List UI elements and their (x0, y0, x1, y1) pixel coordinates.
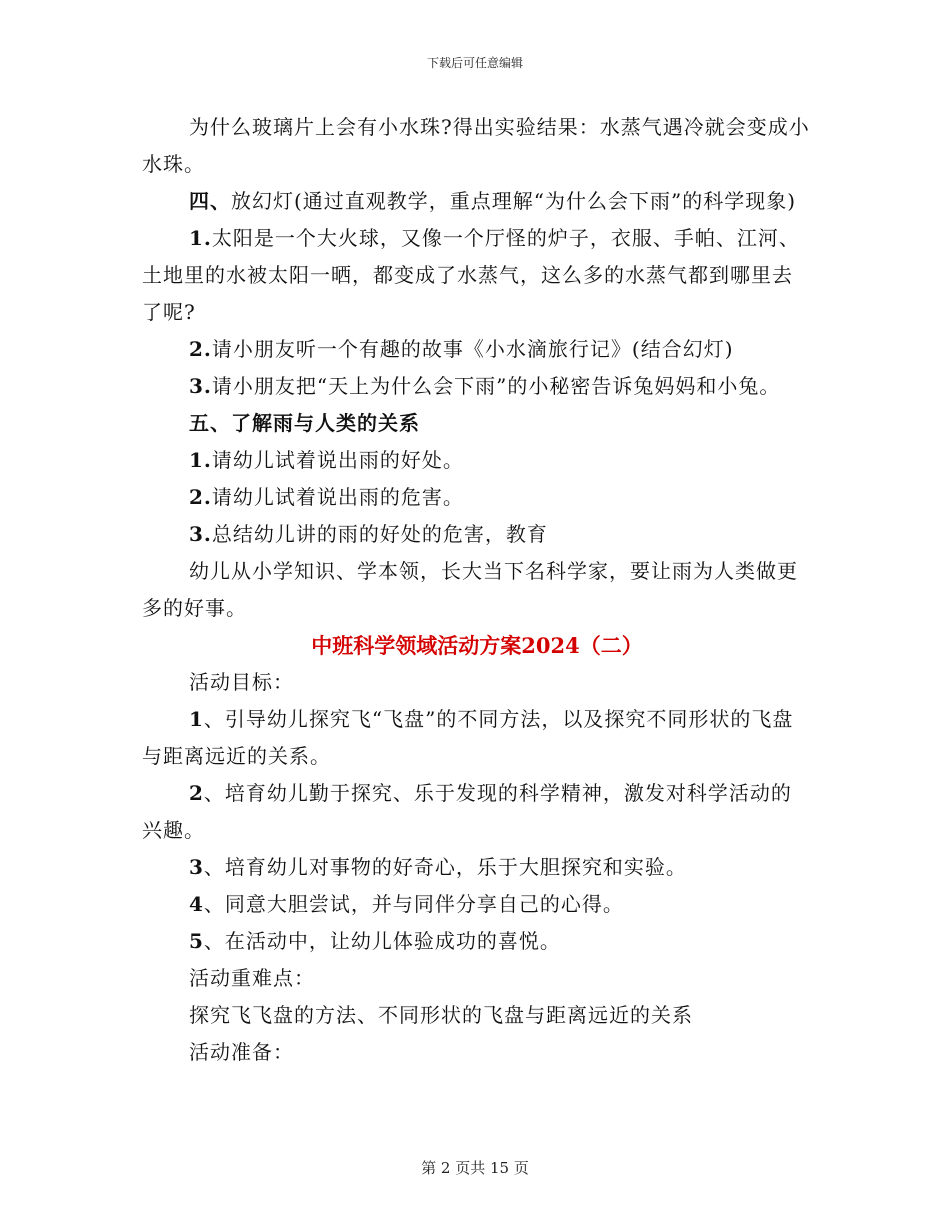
list-item-text: 总结幼儿讲的雨的好处的危害，教育 (211, 522, 548, 546)
section-heading: 五、了解雨与人类的关系 (189, 411, 420, 435)
paragraph: 探究飞飞盘的方法、不同形状的飞盘与距离远近的关系 (189, 1003, 693, 1027)
list-item-text: 请小朋友听一个有趣的故事《小水滴旅行记》(结合幻灯) (211, 337, 734, 361)
list-item-text: 请小朋友把“天上为什么会下雨”的小秘密告诉兔妈妈和小兔。 (211, 374, 781, 398)
list-item (142, 442, 812, 479)
subheading: 活动目标： (189, 670, 294, 694)
list-item (142, 331, 812, 368)
page-header: 下载后可任意编辑 (426, 56, 523, 70)
section-heading (142, 183, 812, 220)
list-number: 5 (189, 929, 204, 953)
list-number: 2. (189, 485, 212, 509)
document-body (142, 109, 812, 1071)
list-number: 4 (189, 892, 204, 916)
list-item (142, 479, 812, 516)
list-item-text: 、同意大胆尝试，并与同伴分享自己的心得。 (203, 892, 624, 916)
list-number: 1. (189, 226, 212, 250)
list-item-text: 、在活动中，让幼儿体验成功的喜悦。 (203, 929, 561, 953)
list-number: 2 (189, 781, 204, 805)
list-item (142, 516, 812, 553)
list-item (142, 849, 812, 886)
subheading: 活动重难点： (189, 966, 315, 990)
list-item (142, 923, 812, 960)
list-number: 3. (189, 522, 212, 546)
section-number: 四、 (189, 189, 231, 213)
list-number: 3 (189, 855, 204, 879)
list-item-text: 、培育幼儿对事物的好奇心，乐于大胆探究和实验。 (203, 855, 687, 879)
list-item-text: 、引导幼儿探究飞“飞盘”的不同方法，以及探究不同形状的飞盘与距离远近的关系。 (142, 707, 794, 768)
list-item-text: 请幼儿试着说出雨的好处。 (211, 448, 464, 472)
list-item-text: 太阳是一个大火球，又像一个厅怪的炉子，衣服、手帕、江河、土地里的水被太阳一晒，都变成了水蒸气，这么多的水蒸气都到哪里去了呢? (142, 226, 800, 324)
list-item (142, 368, 812, 405)
list-number: 2. (189, 337, 212, 361)
list-number: 3. (189, 374, 212, 398)
list-number: 1. (189, 448, 212, 472)
list-item (142, 701, 812, 775)
list-number: 1 (189, 707, 204, 731)
page-footer: 第 2 页共 15 页 (421, 1159, 529, 1177)
paragraph: 为什么玻璃片上会有小水珠?得出实验结果：水蒸气遇冷就会变成小水珠。 (142, 115, 810, 176)
section-title: 中班科学领域活动方案2024（二） (311, 633, 643, 658)
list-item-text: 请幼儿试着说出雨的危害。 (211, 485, 464, 509)
paragraph-text: 放幻灯(通过直观教学，重点理解“为什么会下雨”的科学现象) (231, 189, 797, 213)
list-item (142, 220, 812, 331)
list-item (142, 775, 812, 849)
subheading: 活动准备： (189, 1040, 294, 1064)
paragraph: 幼儿从小学知识、学本领，长大当下名科学家，要让雨为人类做更多的好事。 (142, 559, 798, 620)
list-item-text: 、培育幼儿勤于探究、乐于发现的科学精神，激发对科学活动的兴趣。 (142, 781, 792, 842)
list-item (142, 886, 812, 923)
